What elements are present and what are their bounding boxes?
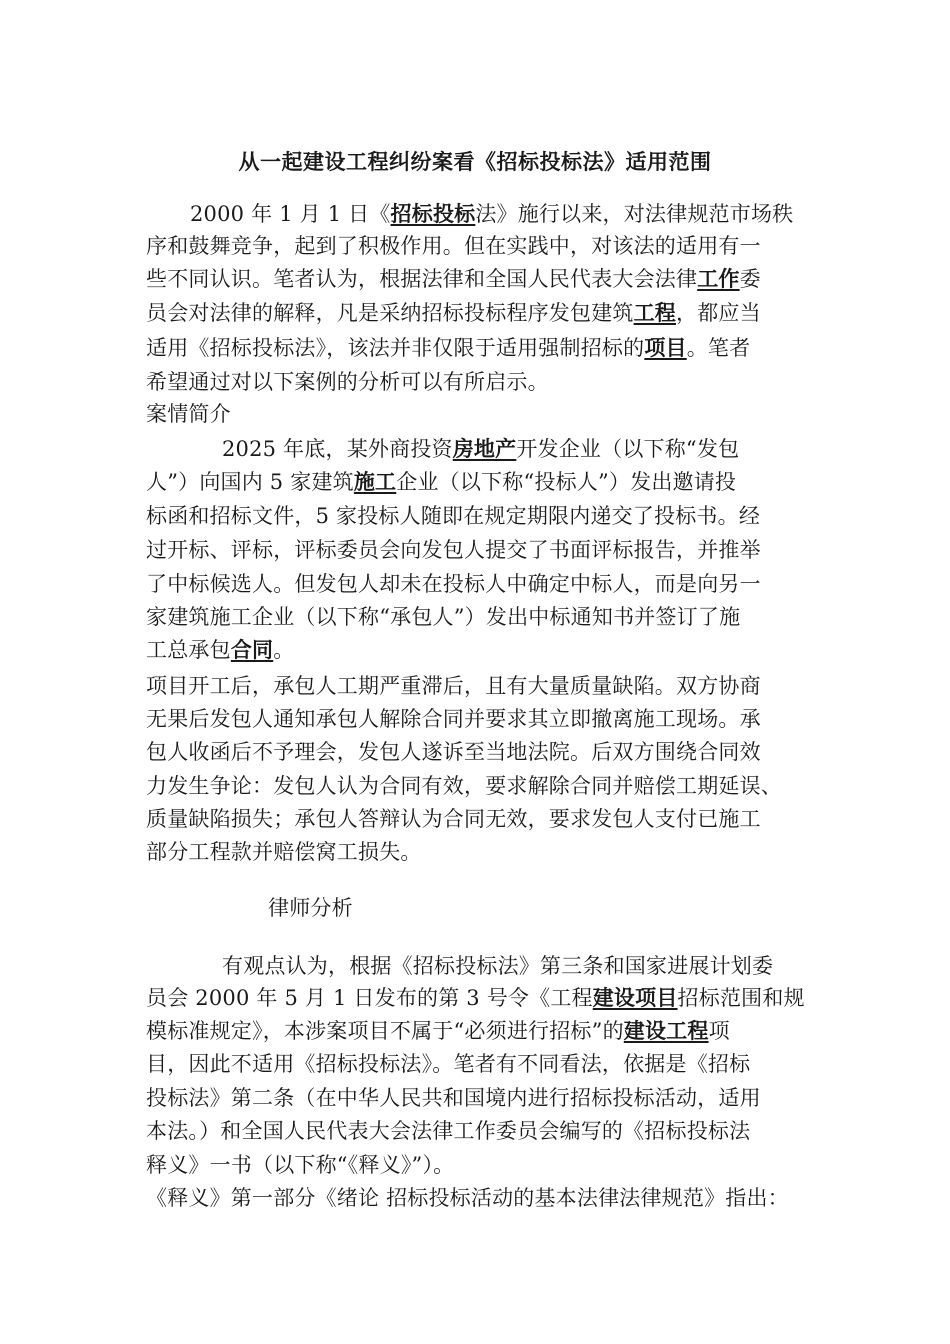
keyword-link[interactable]: 房地产 <box>452 436 517 461</box>
analysis-heading: 律师分析 <box>268 896 353 920</box>
analysis-line-4: 目，因此不适用《招标投标法》。笔者有不同看法，依据是《招标 <box>146 1052 751 1076</box>
keyword-link[interactable]: 工程 <box>633 300 677 325</box>
analysis-line-2: 员会 2000 年 5 月 1 日发布的第 3 号令《工程建设项目招标范围和规 <box>146 985 805 1010</box>
case-line-13: 部分工程款并赔偿窝工损失。 <box>146 840 422 864</box>
intro-line-1: 2000 年 1 月 1 日《招标投标法》施行以来，对法律规范市场秩 <box>190 201 794 226</box>
case-line-7: 工总承包合同。 <box>146 637 295 662</box>
keyword-link[interactable]: 建设工程 <box>623 1018 709 1043</box>
intro-line-4: 员会对法律的解释，凡是采纳招标投标程序发包建筑工程，都应当 <box>146 300 761 325</box>
intro-line-2: 序和鼓舞竞争，起到了积极作用。但在实践中，对该法的适用有一 <box>146 234 761 258</box>
keyword-link[interactable]: 合同 <box>230 637 274 662</box>
case-line-1: 2025 年底，某外商投资房地产开发企业（以下称“发包 <box>222 436 740 461</box>
keyword-link[interactable]: 项目 <box>644 335 687 360</box>
case-line-10: 包人收函后不予理会，发包人遂诉至当地法院。后双方围绕合同效 <box>146 740 761 764</box>
case-heading: 案情简介 <box>146 402 231 426</box>
intro-line-5: 适用《招标投标法》，该法并非仅限于适用强制招标的项目。笔者 <box>146 335 751 360</box>
keyword-link[interactable]: 建设项目 <box>592 985 678 1010</box>
document-title: 从一起建设工程纠纷案看《招标投标法》适用范围 <box>238 149 712 174</box>
analysis-line-3: 模标准规定》，本涉案项目不属于“必须进行招标”的建设工程项 <box>146 1018 730 1043</box>
keyword-link[interactable]: 工作 <box>697 266 740 291</box>
keyword-link[interactable]: 施工 <box>353 469 397 494</box>
analysis-line-8: 《释义》第一部分《绪论 招标投标活动的基本法律法律规范》指出： <box>146 1186 789 1210</box>
analysis-line-1: 有观点认为，根据《招标投标法》第三条和国家进展计划委 <box>222 954 774 978</box>
case-line-4: 过开标、评标，评标委员会向发包人提交了书面评标报告，并推举 <box>146 538 761 562</box>
case-line-2: 人”）向国内 5 家建筑施工企业（以下称“投标人”）发出邀请投 <box>146 469 737 494</box>
case-line-5: 了中标候选人。但发包人却未在投标人中确定中标人，而是向另一 <box>146 572 761 596</box>
keyword-link[interactable]: 招标投标 <box>390 201 476 226</box>
intro-line-3: 些不同认识。笔者认为，根据法律和全国人民代表大会法律工作委 <box>146 266 761 291</box>
case-line-8: 项目开工后，承包人工期严重滞后，且有大量质量缺陷。双方协商 <box>146 674 761 698</box>
case-line-11: 力发生争论：发包人认为合同有效，要求解除合同并赔偿工期延误、 <box>146 774 782 798</box>
case-line-3: 标函和招标文件，5 家投标人随即在规定期限内递交了投标书。经 <box>146 504 761 528</box>
intro-line-6: 希望通过对以下案例的分析可以有所启示。 <box>146 370 549 394</box>
analysis-line-5: 投标法》第二条（在中华人民共和国境内进行招标投标活动，适用 <box>146 1086 761 1110</box>
analysis-line-6: 本法。）和全国人民代表大会法律工作委员会编写的《招标投标法 <box>146 1119 751 1143</box>
analysis-line-7: 释义》一书（以下称“《释义》”）。 <box>146 1153 455 1177</box>
case-line-12: 质量缺陷损失；承包人答辩认为合同无效，要求发包人支付已施工 <box>146 807 761 831</box>
case-line-6: 家建筑施工企业（以下称“承包人”）发出中标通知书并签订了施 <box>146 605 741 629</box>
case-line-9: 无果后发包人通知承包人解除合同并要求其立即撤离施工现场。承 <box>146 707 761 731</box>
